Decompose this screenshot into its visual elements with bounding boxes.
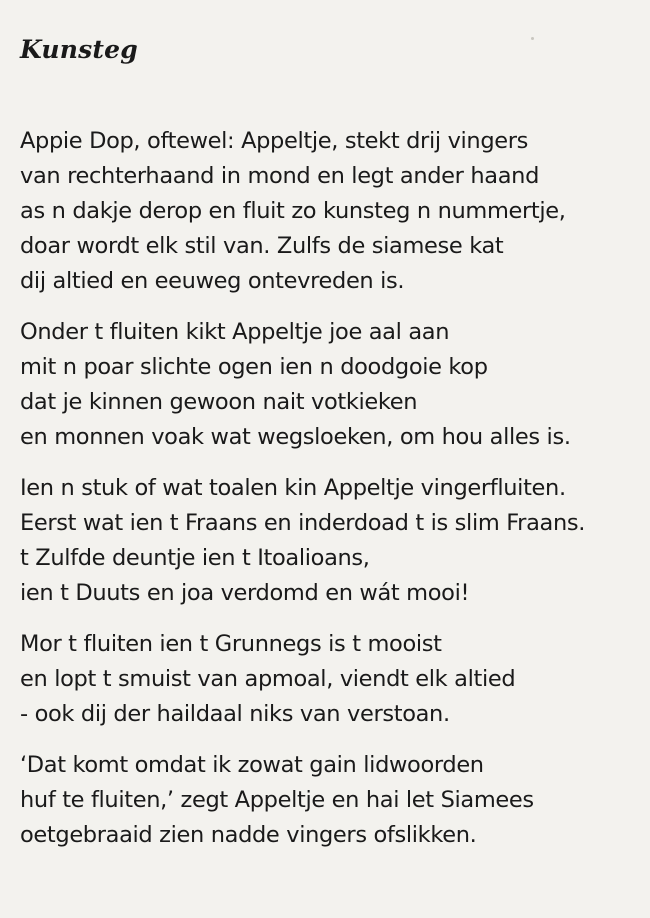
poem-line: Appie Dop, oftewel: Appeltje, stekt drij vingers xyxy=(20,128,529,154)
stanza-gap xyxy=(20,299,632,315)
poem-line: dij altied en eeuweg ontevreden is. xyxy=(20,268,405,294)
poem-line: Eerst wat ien t Fraans en inderdoad t is slim Fraans. xyxy=(20,510,586,536)
poem-line: oetgebraaid zien nadde vingers ofslikken. xyxy=(20,822,477,848)
stanza-gap xyxy=(20,455,632,471)
paper-speck xyxy=(531,37,534,40)
stanza-4 xyxy=(20,627,632,732)
poem-line: Onder t fluiten kikt Appeltje joe aal aan xyxy=(20,319,450,345)
poem-line: huf te fluiten,’ zegt Appeltje en hai let Siamees xyxy=(20,787,534,813)
poem-line: Mor t fluiten ien t Grunnegs is t mooist xyxy=(20,631,442,657)
stanza-1 xyxy=(20,124,632,299)
poem-line: as n dakje derop en fluit zo kunsteg n nummertje, xyxy=(20,198,566,224)
poem-line: t Zulfde deuntje ien t Itoalioans, xyxy=(20,545,370,571)
poem-line: en lopt t smuist van apmoal, viendt elk altied xyxy=(20,666,516,692)
poem-line: doar wordt elk stil van. Zulfs de siamese kat xyxy=(20,233,504,259)
stanza-5 xyxy=(20,748,632,853)
poem-line: mit n poar slichte ogen ien n doodgoie kop xyxy=(20,354,488,380)
poem-line: ‘Dat komt omdat ik zowat gain lidwoorden xyxy=(20,752,484,778)
poem-line: Ien n stuk of wat toalen kin Appeltje vingerfluiten. xyxy=(20,475,566,501)
stanza-gap xyxy=(20,732,632,748)
poem-line: ien t Duuts en joa verdomd en wát mooi! xyxy=(20,580,470,606)
poem-line: en monnen voak wat wegsloeken, om hou alles is. xyxy=(20,424,571,450)
poem-line: dat je kinnen gewoon nait votkieken xyxy=(20,389,418,415)
poem-body xyxy=(20,124,632,853)
stanza-gap xyxy=(20,611,632,627)
stanza-3 xyxy=(20,471,632,611)
poem-line: van rechterhaand in mond en legt ander haand xyxy=(20,163,539,189)
poem-title: Kunsteg xyxy=(20,35,138,64)
stanza-2 xyxy=(20,315,632,455)
poem-line: - ook dij der haildaal niks van verstoan. xyxy=(20,701,450,727)
